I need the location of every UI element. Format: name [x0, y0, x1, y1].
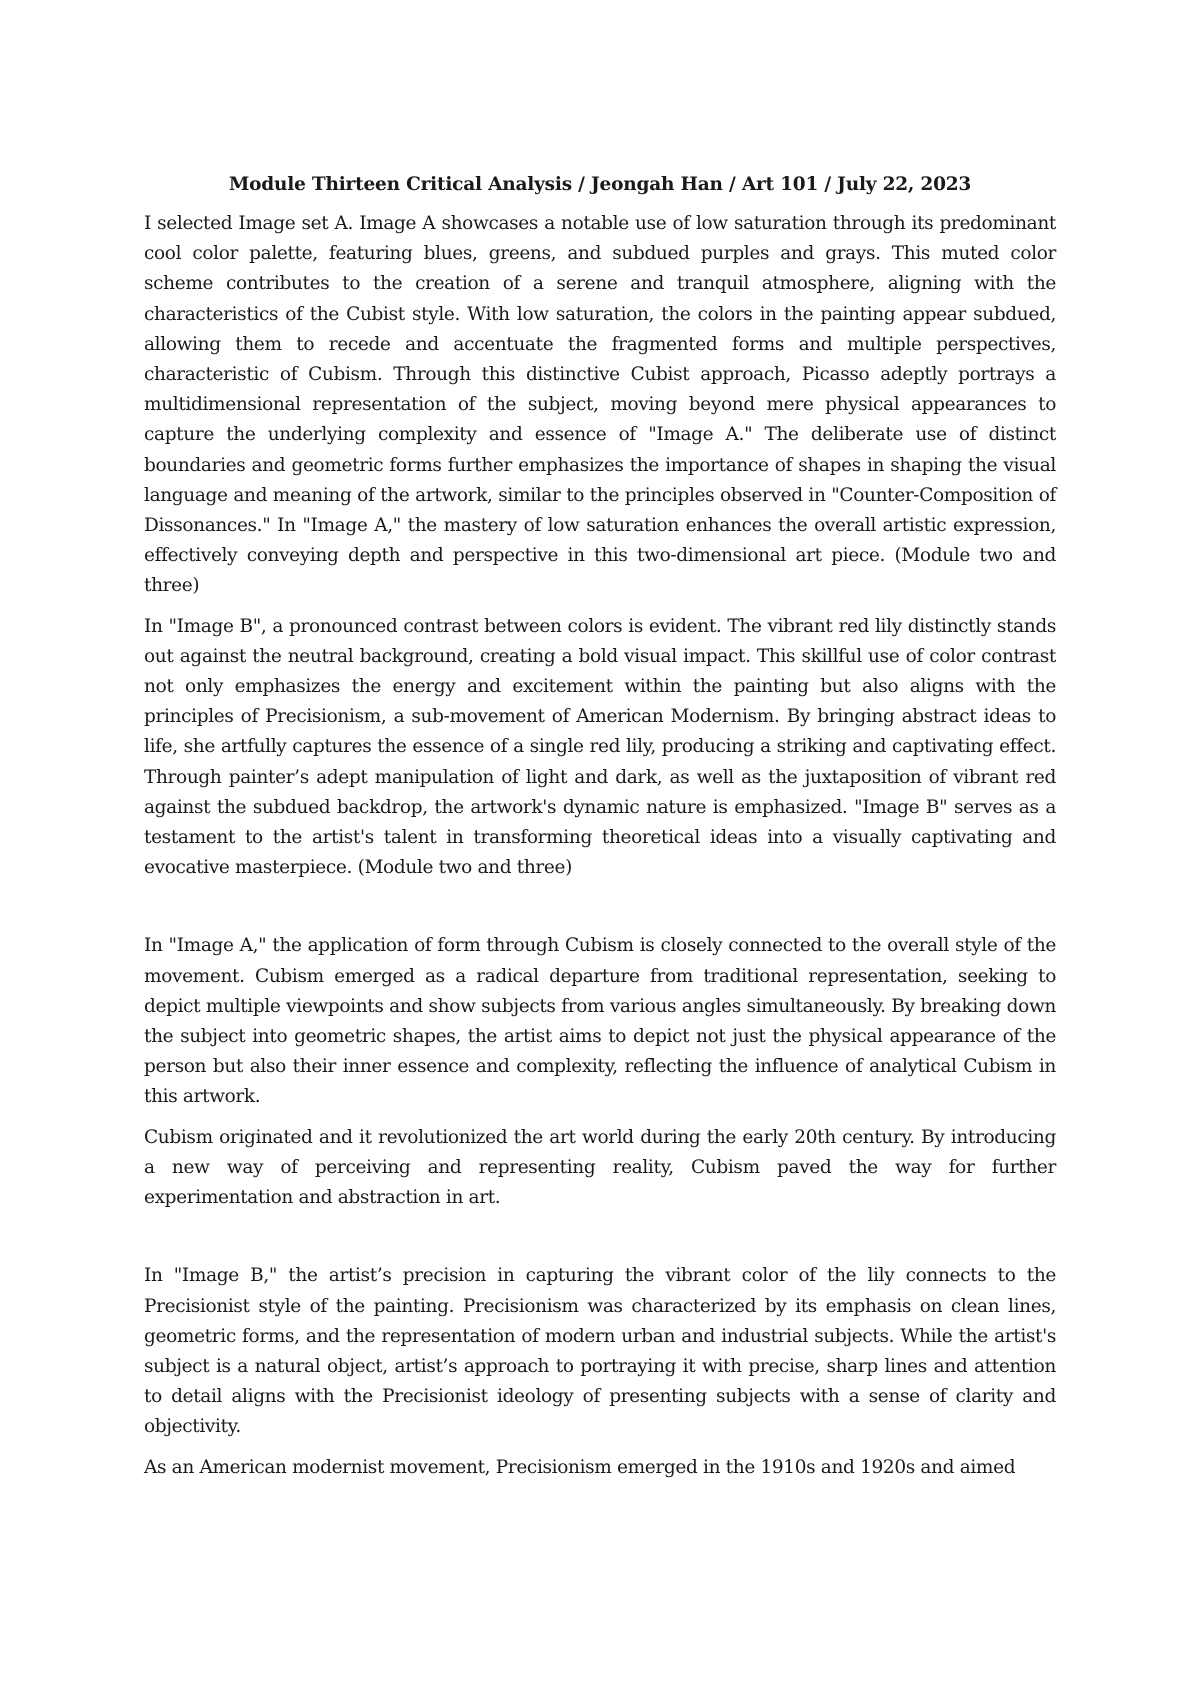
paragraph-image-a-saturation: I selected Image set A. Image A showcases a notable use of low saturation through its predominant cool color palette, featuring blues, greens, and subdued purples and grays. This muted color scheme contributes to the creation of a serene and tranquil atmosphere, aligning with the characteristics of the Cubist style. With low saturation, the colors in the painting appear subdued, allowing them to recede and accentuate the fragmented forms and multiple perspectives, characteristic of Cubism. Through this distinctive Cubist approach, Picasso adeptly portrays a multidimensional representation of the subject, moving beyond mere physical appearances to capture the underlying complexity and essence of "Image A." The deliberate use of distinct boundaries and geometric forms further emphasizes the importance of shapes in shaping the visual language and meaning of the artwork, similar to the principles observed in "Counter-Composition of Dissonances." In "Image A," the mastery of low saturation enhances the overall artistic expression, effectively conveying depth and perspective in this two-dimensional art piece. (Module two and three)	[144, 213, 1056, 597]
paragraph-image-a-form: In "Image A," the application of form through Cubism is closely connected to the overall style of the movement. Cubism emerged as a radical departure from traditional representation, seeking to depict multiple viewpoints and show subjects from various angles simultaneously. By breaking down the subject into geometric shapes, the artist aims to depict not just the physical appearance of the person but also their inner essence and complexity, reflecting the influence of analytical Cubism in this artwork.	[144, 935, 1056, 1108]
document-title: Module Thirteen Critical Analysis / Jeongah Han / Art 101 / July 22, 2023	[228, 174, 972, 195]
paragraph-cubism-origin: Cubism originated and it revolutionized the art world during the early 20th century. By introducing a new way of perceiving and representing reality, Cubism paved the way for further experimentation and abstraction in art.	[144, 1126, 1056, 1209]
paragraph-image-b-precision: In "Image B," the artist’s precision in capturing the vibrant color of the lily connects to the Precisionist style of the painting. Precisionism was characterized by its emphasis on clean lines, geometric forms, and the representation of modern urban and industrial subjects. While the artist's subject is a natural object, artist’s approach to portraying it with precise, sharp lines and attention to detail aligns with the Precisionist ideology of presenting subjects with a sense of clarity and objectivity.	[144, 1265, 1056, 1438]
paragraph-image-b-contrast: In "Image B", a pronounced contrast between colors is evident. The vibrant red lily distinctly stands out against the neutral background, creating a bold visual impact. This skillful use of color contrast not only emphasizes the energy and excitement within the painting but also aligns with the principles of Precisionism, a sub-movement of American Modernism. By bringing abstract ideas to life, she artfully captures the essence of a single red lily, producing a striking and captivating effect. Through painter’s adept manipulation of light and dark, as well as the juxtaposition of vibrant red against the subdued backdrop, the artwork's dynamic nature is emphasized. "Image B" serves as a testament to the artist's talent in transforming theoretical ideas into a visually captivating and evocative masterpiece. (Module two and three)	[144, 615, 1056, 879]
paragraph-precisionism-origin: As an American modernist movement, Precisionism emerged in the 1910s and 1920s and aimed	[144, 1456, 1016, 1478]
paragraph-spacer	[144, 1223, 1056, 1261]
paragraph-spacer	[144, 893, 1056, 931]
document-page	[144, 170, 1056, 1493]
